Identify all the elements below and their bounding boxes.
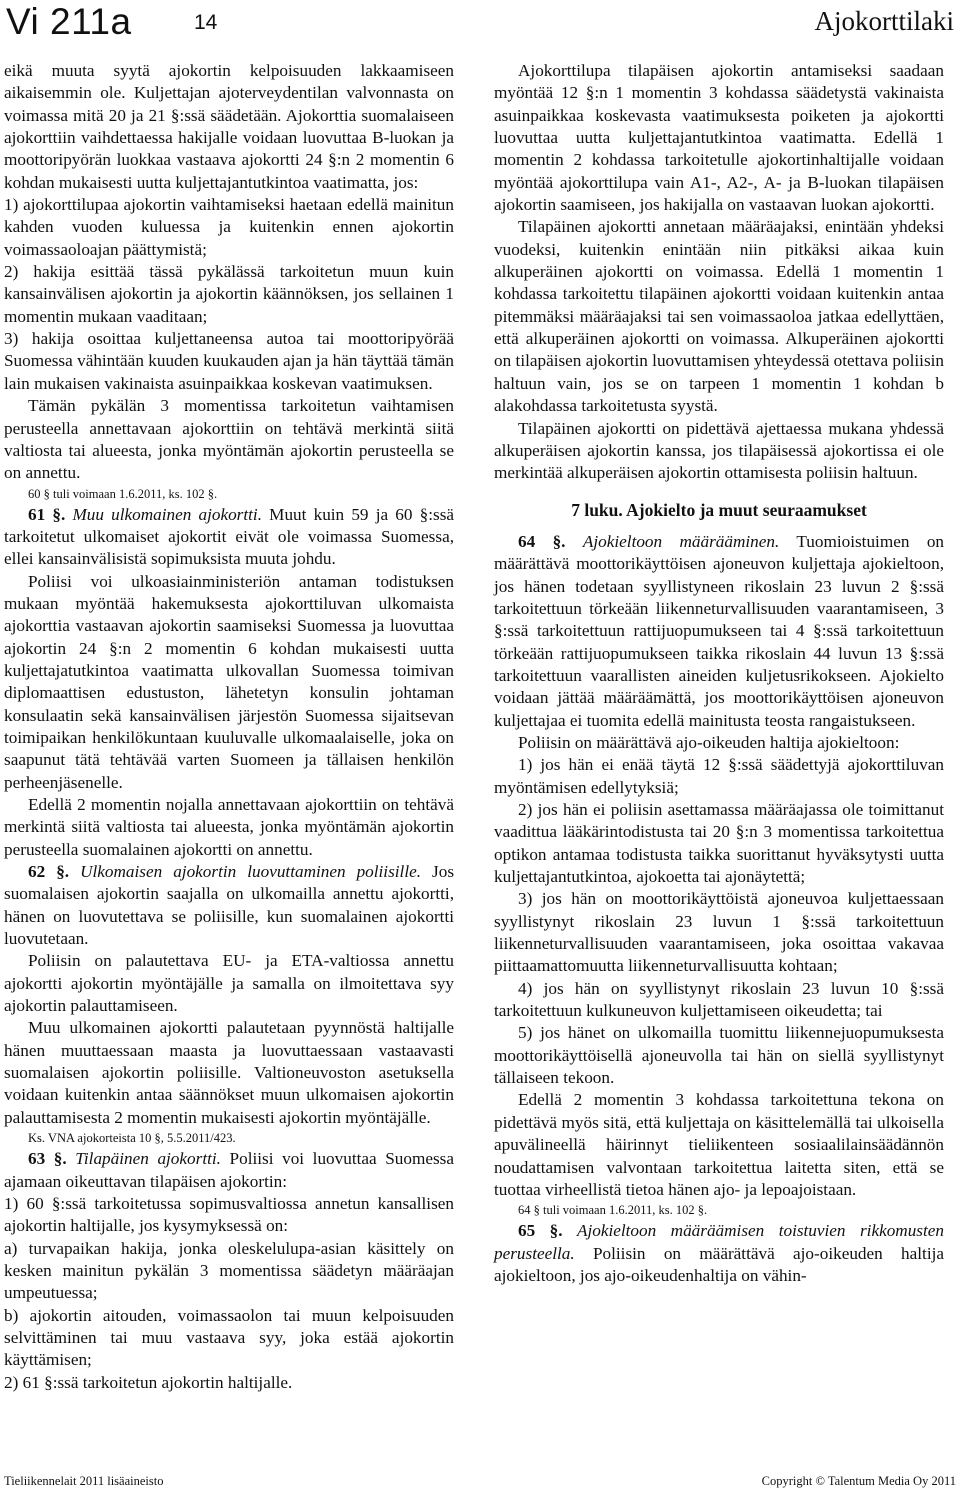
section-title: Ajokieltoon määrääminen. bbox=[582, 531, 780, 551]
paragraph: a) turvapaikan hakija, jonka oleskelulupa-asian käsittely on kesken mainitun pykälän 3 momentissa säädetyn määräajan umpeutuessa; bbox=[4, 1238, 454, 1303]
note: 64 § tuli voimaan 1.6.2011, ks. 102 §. bbox=[518, 1203, 708, 1218]
chapter-heading: 7 luku. Ajokielto ja muut seuraamukset bbox=[571, 499, 867, 520]
paragraph: b) ajokortin aitouden, voimassaolon tai muun kelpoisuuden selvittäminen tai muu vastaava syy, joka estää ajokortin käyttämisen; bbox=[4, 1305, 454, 1370]
page-number: 14 bbox=[194, 11, 218, 34]
page-footer bbox=[4, 1474, 956, 1492]
section-text: Tuomioistuimen on määrättävä moottorikäyttöisen ajoneuvon kuljettaja ajokieltoon, jos hänen todetaan syyllistyneen rikoslain 23 luvun 2 §:ssä tarkoitettuun törkeään liikenneturvallisuuden vaarantamiseen, 3 §:ssä tarkoitettuun rattijuopumukseen tai 4 §:ssä tarkoitettuun törkeään rattijuopumukseen taikka rikoslain 44 luvun 13 §:ssä tarkoitettuun vaarallisten aineiden kuljetusrikokseen. Ajokielto voidaan jättää määräämättä, jos moottorikäyttöisen ajoneuvon kuljettajaa ei tuomita edellä mainitusta teosta rangaistukseen. bbox=[494, 531, 945, 730]
right-column bbox=[494, 60, 944, 1287]
paragraph: Tämän pykälän 3 momentissa tarkoitetun vaihtamisen perusteella annettavaan ajokorttiin on tehtävä merkintä siitä valtiosta tai alueesta, jonka myöntämän ajokortin perusteella se on annettu. bbox=[4, 396, 454, 483]
section-number: 61 §. bbox=[28, 504, 66, 524]
section-paragraph bbox=[494, 531, 944, 732]
section-number: 63 §. bbox=[28, 1149, 67, 1169]
paragraph: 1) 60 §:ssä tarkoitetussa sopimusvaltiossa annetun kansallisen ajokortin haltijalle, jos kysymyksessä on: bbox=[4, 1193, 454, 1236]
paragraph: 2) jos hän ei poliisin asettamassa määräajassa ole toimittanut vaadittua lääkärintodistusta tai 20 §:n 3 momentissa tarkoitettua optikon antamaa todistusta taikka suorittanut hyväksytysti uutta kuljettajantutkintoa, ajokoetta tai ajonäytettä; bbox=[494, 800, 944, 887]
section-text: Muut kuin 59 ja 60 §:ssä tarkoitetut ulkomaiset ajokortit eivät ole voimassa Suomessa, ellei kansainvälisistä sopimuksista muuta johdu. bbox=[4, 504, 455, 569]
section-text: Jos suomalaisen ajokortin saajalla on ulkomailla annettu ajokortti, hänen on luovutettava se poliisille, kun suomalainen ajokortti luovutetaan. bbox=[4, 862, 455, 949]
paragraph: Ajokorttilupa tilapäisen ajokortin antamiseksi saadaan myöntää 12 §:n 1 momentin 3 kohdassa säädetystä vakinaista asuinpaikkaa koskevasta vaatimuksesta poiketen ja ajokortti luovuttaa uutta kuljettajantutkintoa vaatimatta. Edellä 1 momentin 2 kohdassa tarkoitetulle ajokortinhaltijalle voidaan myöntää ajokorttilupa vain A1-, A2-, A- ja B-luokan tilapäisen ajokortin saamiseen, jos hakijalla on vastaavan luokan ajokortti. bbox=[494, 61, 944, 215]
section-text: Poliisin on määrättävä ajo-oikeuden haltija ajokieltoon, jos ajo-oikeudenhaltija on vähin- bbox=[494, 1243, 944, 1285]
document-code: Vi 211a bbox=[6, 1, 132, 42]
paragraph: eikä muuta syytä ajokortin kelpoisuuden lakkaamiseen aikaisemmin ole. Kuljettajan ajoterveydentilan valvonnasta on voimassa mitä 20 ja 21 §:ssä säädetään. Ajokorttia suomalaiseen ajokorttiin vaihdettaessa hakijalle voidaan luovuttaa B-luokan ja moottoripyörän luokkaa vastaava ajokortti 24 §:n 2 momentin 6 kohdan mukaisesti uutta kuljettajantutkintoa vaatimatta, jos: bbox=[4, 61, 454, 192]
section-title: Muu ulkomainen ajokortti. bbox=[72, 504, 262, 524]
paragraph: 4) jos hän on syyllistynyt rikoslain 23 luvun 10 §:ssä tarkoitettuun kulkuneuvon kuljettamiseen oikeudetta; tai bbox=[494, 978, 944, 1021]
footer-copyright: Copyright © Talentum Media Oy 2011 bbox=[761, 1474, 956, 1488]
paragraph: Tilapäinen ajokortti annetaan määräajaksi, enintään yhdeksi vuodeksi, kuitenkin enintään niin pitkäksi aikaa kuin alkuperäinen ajokortti on voimassa. Edellä 1 momentin 1 kohdassa tarkoitettu tilapäinen ajokortti voidaan kuitenkin antaa pitemmäksi määräajaksi tai sen voimassaoloa jatkaa edellyttäen, että alkuperäinen ajokortti on voimassa. Alkuperäinen ajokortti on tilapäisen ajokortin luovuttamisen yhteydessä otettava poliisin haltuun vain, jos se on tarpeen 1 momentin 1 kohdan b alakohdassa tarkoitetusta syystä. bbox=[494, 217, 944, 416]
paragraph: Poliisin on palautettava EU- ja ETA-valtiossa annettu ajokortti ajokortin myöntäjälle ja samalla on ilmoitettava syy ajokortin palauttamiseen. bbox=[4, 951, 454, 1016]
paragraph: Muu ulkomainen ajokortti palautetaan pyynnöstä haltijalle hänen muuttaessaan maasta ja luovuttaessaan vastaavasti suomalaisen ajokortin poliisille. Valtioneuvoston asetuksella voidaan kuitenkin antaa säännökset muun ulkomaisen ajokortin palauttamisesta 2 momentin mukaisesti ajokortin myöntäjälle. bbox=[4, 1018, 454, 1127]
note: 60 § tuli voimaan 1.6.2011, ks. 102 §. bbox=[28, 486, 218, 501]
section-paragraph bbox=[494, 1220, 944, 1287]
note: Ks. VNA ajokorteista 10 §, 5.5.2011/423. bbox=[28, 1131, 236, 1146]
section-paragraph bbox=[4, 861, 454, 950]
paragraph: 2) 61 §:ssä tarkoitetun ajokortin haltijalle. bbox=[4, 1372, 293, 1392]
page-header bbox=[6, 0, 954, 44]
paragraph: Edellä 2 momentin 3 kohdassa tarkoitettuna tekona on pidettävä myös sitä, että kuljettaja on käsittelemällä tai ulkoisella apuvälineellä häirinnyt tieliikenteen sosiaalilainsäädännön noudattamisen valvontaan tarkoitettua laitetta siten, että se tuottaa virheellistä tietoa hänen ajo- ja lepoajoistaan. bbox=[494, 1090, 944, 1199]
paragraph: Poliisin on määrättävä ajo-oikeuden haltija ajokieltoon: bbox=[518, 732, 900, 752]
section-title: Tilapäinen ajokortti. bbox=[75, 1149, 221, 1169]
paragraph: 1) ajokorttilupaa ajokortin vaihtamiseksi haetaan edellä mainitun kahden vuoden kuluessa ja kuitenkin ennen ajokortin voimassaoloajan päättymistä; bbox=[4, 195, 454, 259]
paragraph: Edellä 2 momentin nojalla annettavaan ajokorttiin on tehtävä merkintä siitä valtiosta tai alueesta, jonka myöntämän ajokortin perusteella suomalainen ajokortti on annettu. bbox=[4, 795, 454, 859]
paragraph: Poliisi voi ulkoasiainministeriön antaman todistuksen mukaan myöntää hakemuksesta ajokorttiluvan ulkomaista ajokorttia vastaavan ajokortin saamiseksi Suomessa ja luovuttaa ajokortin 24 §:n 2 momentin 6 kohdan mukaisesti uutta kuljettajatutkintoa vaatimatta ulkovallan Suomessa toimivan diplomaattisen edustuston, lähetetyn konsulin johtaman konsulaatin sekä kansainvälisen järjestön Suomessa sijaitsevan toimipaikan henkilökuntaan kuuluvalle ulkomaalaiselle, joka on saapunut tätä tehtävää varten Suomeen ja tällaisen henkilön perheenjäsenelle. bbox=[4, 571, 454, 792]
paragraph: Tilapäinen ajokortti on pidettävä ajettaessa mukana yhdessä alkuperäisen ajokortin kanssa, jos tilapäisessä ajokortissa ei ole merkintää alkuperäisen ajokortin ottamisesta poliisin haltuun. bbox=[494, 418, 944, 483]
section-paragraph bbox=[4, 504, 454, 571]
section-number: 62 §. bbox=[28, 862, 70, 882]
left-column bbox=[4, 60, 454, 1394]
section-number: 64 §. bbox=[518, 531, 566, 551]
paragraph: 1) jos hän ei enää täytä 12 §:ssä säädettyjä ajokorttiluvan myöntämisen edellytyksiä; bbox=[494, 755, 944, 797]
paragraph: 3) hakija osoittaa kuljettaneensa autoa tai moottoripyörää Suomessa vähintään kuuden kuukauden ajan ja hän täyttää tämän lain mukaisen vakinaista asuinpaikkaa koskevan vaatimuksen. bbox=[4, 329, 454, 393]
paragraph: 5) jos hänet on ulkomailla tuomittu liikennejuopumuksesta moottorikäyttöisellä ajoneuvolla tai hän on siellä syyllistynyt tällaiseen tekoon. bbox=[494, 1023, 944, 1088]
paragraph: 3) jos hän on moottorikäyttöistä ajoneuvoa kuljettaessaan syyllistynyt rikoslain 23 luvun 1 §:ssä tarkoitettuun liikenneturvallisuuden vaarantamiseen, joka osoittaa vakavaa piittaamattomuutta liikenneturvallisuutta kohtaan; bbox=[494, 889, 944, 976]
section-number: 65 §. bbox=[518, 1221, 563, 1241]
section-paragraph bbox=[4, 1148, 454, 1193]
paragraph: 2) hakija esittää tässä pykälässä tarkoitetun muun kuin kansainvälisen ajokortin ja ajokortin käännöksen, jos sellainen 1 momentin mukaan vaaditaan; bbox=[4, 262, 454, 326]
law-title: Ajokorttilaki bbox=[814, 6, 954, 36]
section-text: Poliisi voi luovuttaa Suomessa ajamaan oikeuttavan tilapäisen ajokortin: bbox=[4, 1149, 454, 1191]
footer-source: Tieliikennelait 2011 lisäaineisto bbox=[4, 1474, 164, 1488]
section-title: Ulkomaisen ajokortin luovuttaminen poliisille. bbox=[80, 862, 422, 882]
section-title: Ajokieltoon määräämisen toistuvien rikkomusten perusteella. bbox=[494, 1221, 944, 1263]
